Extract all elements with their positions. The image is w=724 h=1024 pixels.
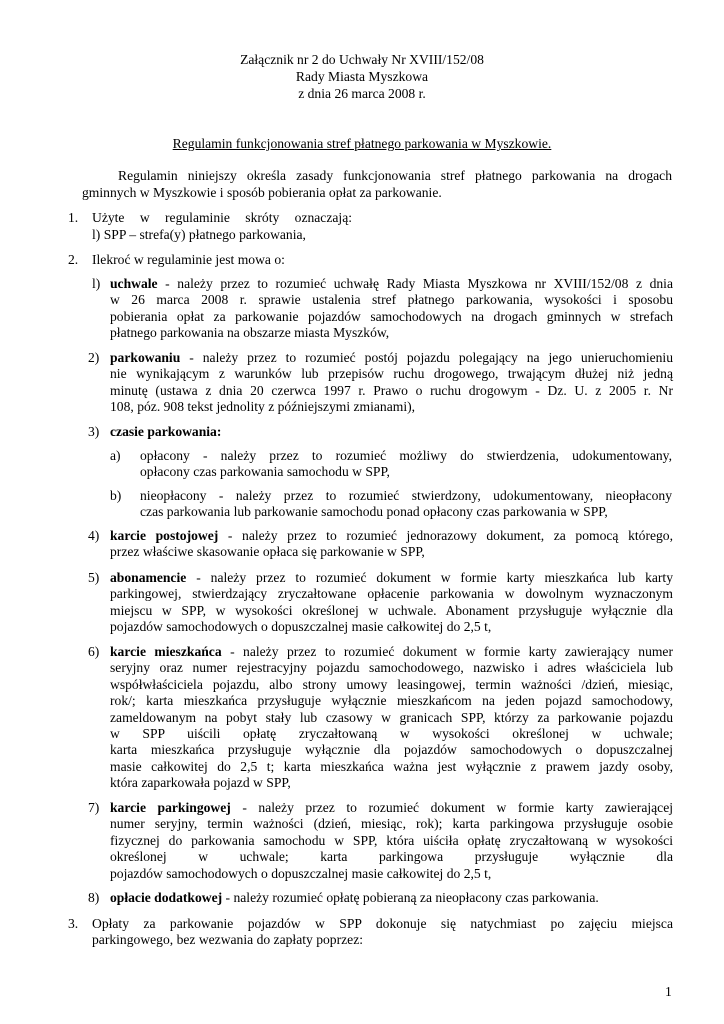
header-line-1: Załącznik nr 2 do Uchwały Nr XVIII/152/08 xyxy=(240,52,484,67)
item-1-number: l) xyxy=(92,276,101,291)
item-2-number: 2) xyxy=(88,350,100,365)
item-1-line-3: pobierania opłat za parkowanie pojazdów samochodowych na drogach gminnych w strefach xyxy=(110,308,673,324)
item-3a xyxy=(140,448,672,481)
item-3-term: czasie parkowania: xyxy=(110,424,222,439)
item-7 xyxy=(110,800,673,882)
item-4 xyxy=(110,528,673,561)
item-7-line-5: pojazdów samochodowych o dopuszczalnej masie całkowitej do 2,5 t, xyxy=(110,865,492,881)
item-6-line-1: karcie mieszkańca - należy przez to rozumieć dokument w formie karty zawierający numer xyxy=(110,644,673,659)
item-6-line-5: zameldowanym na pobyt stały lub czasowy w granicach SPP, którzy za parkowanie pojazdu xyxy=(110,709,673,725)
section-2-number: 2. xyxy=(68,252,79,267)
document-title: Regulamin funkcjonowania stref płatnego parkowania w Myszkowie. xyxy=(172,136,552,151)
item-7-term: karcie parkingowej xyxy=(110,800,231,815)
item-7-line-1: karcie parkingowej - należy przez to rozumieć dokument w formie karty zawierającej xyxy=(110,800,674,815)
item-4-line-2: przez właściwe skasowanie opłaca się parkowanie w SPP, xyxy=(110,544,425,560)
section-3 xyxy=(92,916,673,949)
item-2-line-1: parkowaniu - należy przez to rozumieć postój pojazdu polegający na jego unieruchomieniu xyxy=(110,350,673,365)
item-5-term: abonamencie xyxy=(110,570,187,585)
item-2-term: parkowaniu xyxy=(110,350,181,365)
item-5-number: 5) xyxy=(88,570,100,585)
item-6-line-8: masie całkowitej do 2,5 t; karta mieszkańca ważna jest wyłącznie z prawem jazdy osoby, xyxy=(110,758,673,774)
item-3a-number: a) xyxy=(110,448,121,463)
item-3b-number: b) xyxy=(110,488,122,503)
item-6-line-3: współwłaściciela pojazdu, albo strony umowy leasingowej, termin ważności /dzień, miesiąc, xyxy=(110,676,673,692)
item-1 xyxy=(110,276,673,342)
item-7-line-3: fizycznej do parkowania samochodu w SPP, która uiściła opłatę zryczałtowaną w wysokości xyxy=(110,832,673,848)
item-8-line-1: opłacie dodatkowej - należy rozumieć opłatę pobieraną za nieopłacony czas parkowania. xyxy=(110,890,599,905)
item-3a-line-1: opłacony - należy przez to rozumieć możliwy do stwierdzenia, udokumentowany, xyxy=(140,448,672,463)
section-1-sub: l) SPP – strefa(y) płatnego parkowania, xyxy=(92,227,306,242)
item-3-number: 3) xyxy=(88,424,100,439)
item-4-number: 4) xyxy=(88,528,100,543)
section-3-line-1: Opłaty za parkowanie pojazdów w SPP dokonuje się natychmiast po zajęciu miejsca xyxy=(92,916,673,931)
item-2 xyxy=(110,350,673,416)
item-6-line-9: która zaparkowała pojazd w SPP, xyxy=(110,775,291,791)
item-3b-line-1: nieopłacony - należy przez to rozumieć stwierdzony, udokumentowany, nieopłacony xyxy=(140,488,672,503)
section-3-number: 3. xyxy=(68,916,79,931)
item-3a-line-2: opłacony czas parkowania samochodu w SPP, xyxy=(140,464,390,480)
item-6-line-7: karta mieszkańca przysługuje wyłącznie dla pojazdów samochodowych o dopuszczalnej xyxy=(110,742,673,758)
item-7-line-4: określonej w uchwale; karta parkingowa przysługuje wyłącznie dla xyxy=(110,849,673,865)
item-3b xyxy=(140,488,672,521)
intro-line-2: gminnych w Myszkowie i sposób pobierania opłat za parkowanie. xyxy=(82,185,442,200)
item-6 xyxy=(110,644,673,792)
item-6-line-6: w SPP uiścili opłatę zryczałtowaną w wysokości określonej w uchwale; xyxy=(110,726,673,742)
item-7-line-2: numer seryjny, termin ważności (dzień, miesiąc, rok); karta parkingowa przysługuje osobie xyxy=(110,816,673,832)
section-3-line-2: parkingowego, bez wezwania do zapłaty poprzez: xyxy=(92,932,363,948)
section-1-text: Użyte w regulaminie skróty oznaczają: xyxy=(92,210,352,225)
item-6-line-4: rok/; karta mieszkańca przysługuje wyłącznie mieszkańcom na jeden pojazd samochodowy, xyxy=(110,693,673,709)
item-7-number: 7) xyxy=(88,800,100,815)
item-1-term: uchwale xyxy=(110,276,158,291)
section-1-text-wrap xyxy=(92,210,352,226)
item-3b-line-2: czas parkowania lub parkowanie samochodu ponad opłacony czas parkowania w SPP, xyxy=(140,504,608,520)
item-4-term: karcie postojowej xyxy=(110,528,219,543)
item-1-line-1: uchwale - należy przez to rozumieć uchwałę Rady Miasta Myszkowa nr XVIII/152/08 z dnia xyxy=(110,276,673,291)
document-title-wrap xyxy=(0,136,724,152)
section-2-text: Ilekroć w regulaminie jest mowa o: xyxy=(92,252,285,267)
intro-line-1: Regulamin niniejszy określa zasady funkcjonowania stref płatnego parkowania na drogach xyxy=(118,168,672,183)
item-8-number: 8) xyxy=(88,890,100,905)
item-6-term: karcie mieszkańca xyxy=(110,644,222,659)
item-5-line-3: miejscu w SPP, w wysokości określonej w uchwale. Abonament przysługuje wyłącznie dla xyxy=(110,602,673,618)
item-5 xyxy=(110,570,673,636)
header-line-2: Rady Miasta Myszkowa xyxy=(295,69,429,84)
item-8-term: opłacie dodatkowej xyxy=(110,890,223,905)
header-line-3: z dnia 26 marca 2008 r. xyxy=(298,86,426,101)
item-2-line-4: 108, póz. 908 tekst jednolity z późniejszymi zmianami), xyxy=(110,399,416,415)
item-2-line-2: nie wynikającym z warunków lub przepisów ruchu drogowego, trwającym dłużej niż jedną xyxy=(110,366,673,382)
item-5-line-1: abonamencie - należy przez to rozumieć dokument w formie karty mieszkańca lub karty xyxy=(110,570,673,585)
item-5-line-4: pojazdów samochodowych o dopuszczalnej masie całkowitej do 2,5 t, xyxy=(110,619,492,635)
item-5-line-2: parkingowej, stwierdzający zryczałtowane opłacenie parkowania w dowolnym wyznaczonym xyxy=(110,586,673,602)
page-number: 1 xyxy=(665,984,672,999)
item-6-line-2: seryjny oraz numer rejestracyjny pojazdu samochodowego, nazwisko i adres właściciela lub xyxy=(110,660,673,676)
item-2-line-3: minutę (ustawa z dnia 20 czerwca 1997 r. Prawo o ruchu drogowym - Dz. U. z 2005 r. Nr xyxy=(110,382,673,398)
item-4-line-1: karcie postojowej - należy przez to rozumieć jednorazowy dokument, za pomocą którego, xyxy=(110,528,674,543)
item-1-line-4: płatnego parkowania na obszarze miasta Myszków, xyxy=(110,325,390,341)
section-1-number: 1. xyxy=(68,210,79,225)
item-8 xyxy=(110,890,599,906)
item-6-number: 6) xyxy=(88,644,100,659)
item-1-line-2: w 26 marca 2008 r. sprawie ustalenia stref płatnego parkowania, wysokości i sposobu xyxy=(110,292,673,308)
